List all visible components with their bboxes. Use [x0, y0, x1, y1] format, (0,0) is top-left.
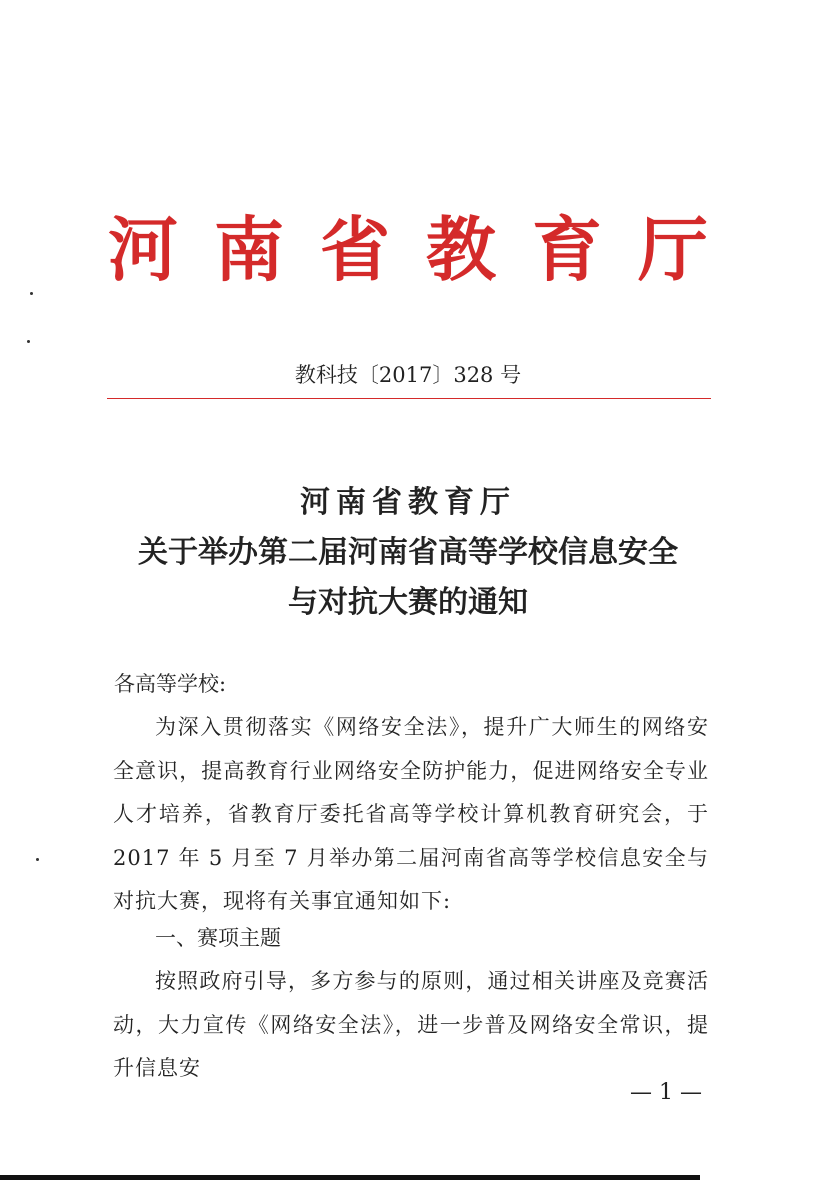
agency-header: 河南省教育厅 [108, 208, 744, 291]
notice-title [0, 478, 816, 628]
salutation: 各高等学校: [114, 672, 227, 696]
body-paragraph-theme: 按照政府引导，多方参与的原则，通过相关讲座及竞赛活动，大力宣传《网络安全法》，进一步普及网络安全常识，提升信息安 [113, 969, 709, 1080]
title-line-agency: 河南省教育厅 [300, 485, 516, 520]
scan-speck [36, 858, 39, 861]
scan-speck [27, 340, 30, 343]
title-line-subject-end: 与对抗大赛的通知 [288, 585, 528, 620]
scan-speck [30, 292, 33, 295]
page-number: — 1 — [630, 1080, 702, 1105]
section-heading-theme: 一、赛项主题 [155, 926, 281, 950]
red-divider-line [107, 398, 711, 399]
scan-bottom-edge [0, 1175, 700, 1180]
body-paragraph-intro: 为深入贯彻落实《网络安全法》，提升广大师生的网络安全意识，提高教育行业网络安全防护能力，促进网络安全专业人才培养，省教育厅委托省高等学校计算机教育研究会，于 2017 年 5 月至 7 月举办第二届河南省高等学校信息安全与对抗大赛，现将有关事宜通知如下: [113, 715, 709, 913]
document-number: 教科技〔2017〕328 号 [294, 363, 522, 387]
title-line-subject: 关于举办第二届河南省高等学校信息安全 [138, 535, 678, 570]
